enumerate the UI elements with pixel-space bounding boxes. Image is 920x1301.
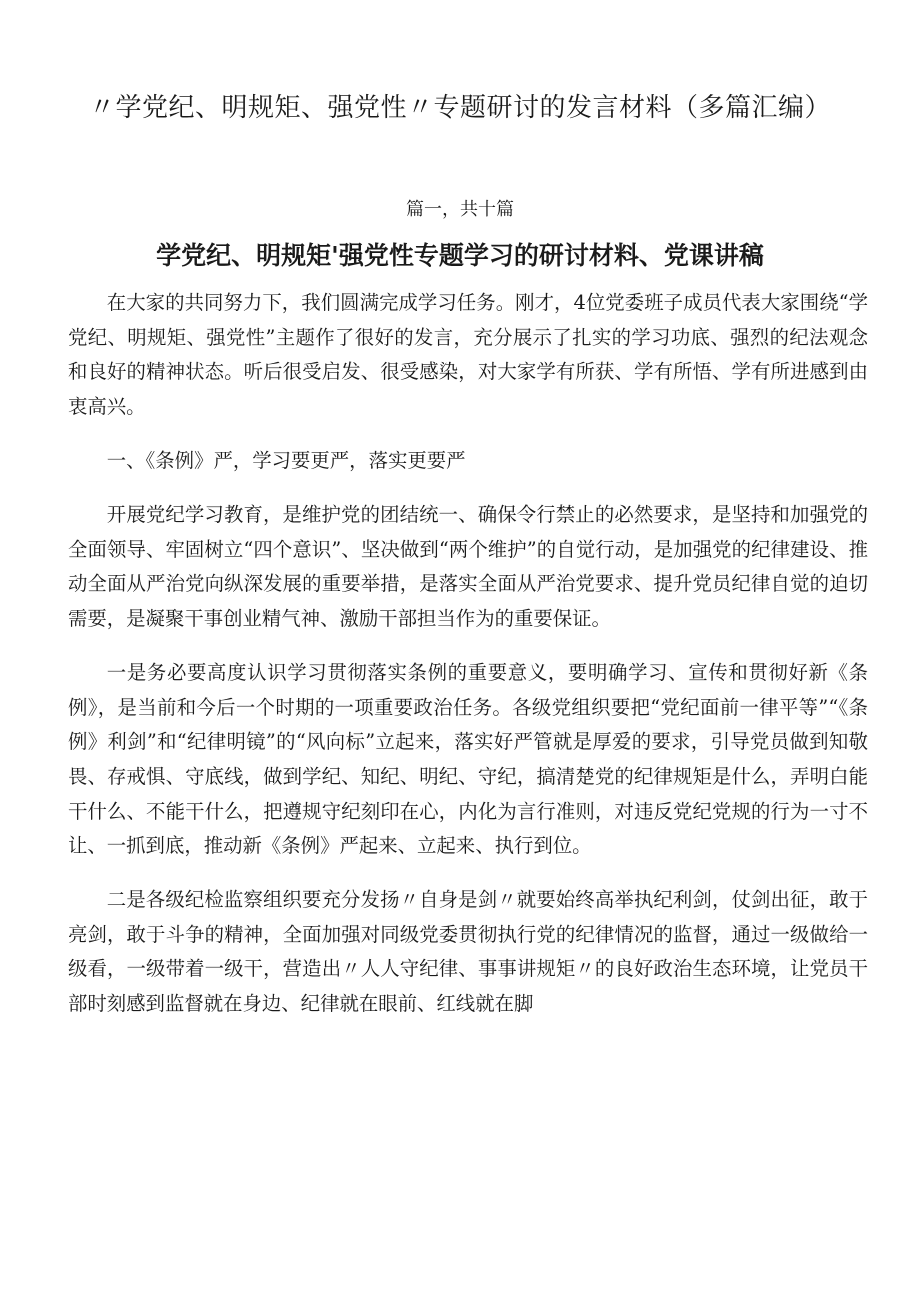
paragraph-intro: 在大家的共同努力下，我们圆满完成学习任务。刚才，4位党委班子成员代表大家围绕“学党纪、明规矩、强党性”主题作了很好的发言，充分展示了扎实的学习功底、强烈的纪法观念和良好的精神状态。听后很受启发、很受感染，对大家学有所获、学有所悟、学有所进感到由衷高兴。: [68, 291, 868, 418]
section-label: 篇一，共十篇: [406, 199, 514, 220]
paragraph-point-1: 一是务必要高度认识学习贯彻落实条例的重要意义，要明确学习、宣传和贯彻好新《条例》，是当前和今后一个时期的一项重要政治任务。各级党组织要把“党纪面前一律平等”“《条例》利剑”和“纪律明镜”的“风向标”立起来，落实好严管就是厚爱的要求，引导党员做到知敬畏、存戒惧、守底线，做到学纪、知纪、明纪、守纪，搞清楚党的纪律规矩是什么，弄明白能干什么、不能干什么，把遵规守纪刻印在心，内化为言行准则，对违反党纪党规的行为一寸不让、一抓到底，推动新《条例》严起来、立起来、执行到位。: [68, 661, 868, 858]
document-title: 〃学党纪、明规矩、强党性〃专题研讨的发言材料（多篇汇编）: [88, 93, 831, 123]
paragraph-heading-1: 一、《条例》严，学习要更严，落实更要严: [106, 448, 466, 472]
section-title: 学党纪、明规矩'强党性专题学习的研讨材料、党课讲稿: [156, 241, 764, 270]
paragraph-significance: 开展党纪学习教育，是维护党的团结统一、确保令行禁止的必然要求，是坚持和加强党的全面领导、牢固树立“四个意识”、坚决做到“两个维护”的自觉行动，是加强党的纪律建设、推动全面从严治党向纵深发展的重要举措，是落实全面从严治党要求、提升党员纪律自觉的迫切需要，是凝聚干事创业精气神、激励干部担当作为的重要保证。: [68, 503, 868, 630]
paragraph-point-2: 二是各级纪检监察组织要充分发扬〃自身是剑〃就要始终高举执纪利剑，仗剑出征，敢于亮剑，敢于斗争的精神，全面加强对同级党委贯彻执行党的纪律情况的监督，通过一级做给一级看，一级带着一级干，营造出〃人人守纪律、事事讲规矩〃的良好政治生态环境，让党员干部时刻感到监督就在身边、纪律就在眼前、红线就在脚: [68, 888, 868, 1016]
document-body: [68, 286, 868, 1041]
